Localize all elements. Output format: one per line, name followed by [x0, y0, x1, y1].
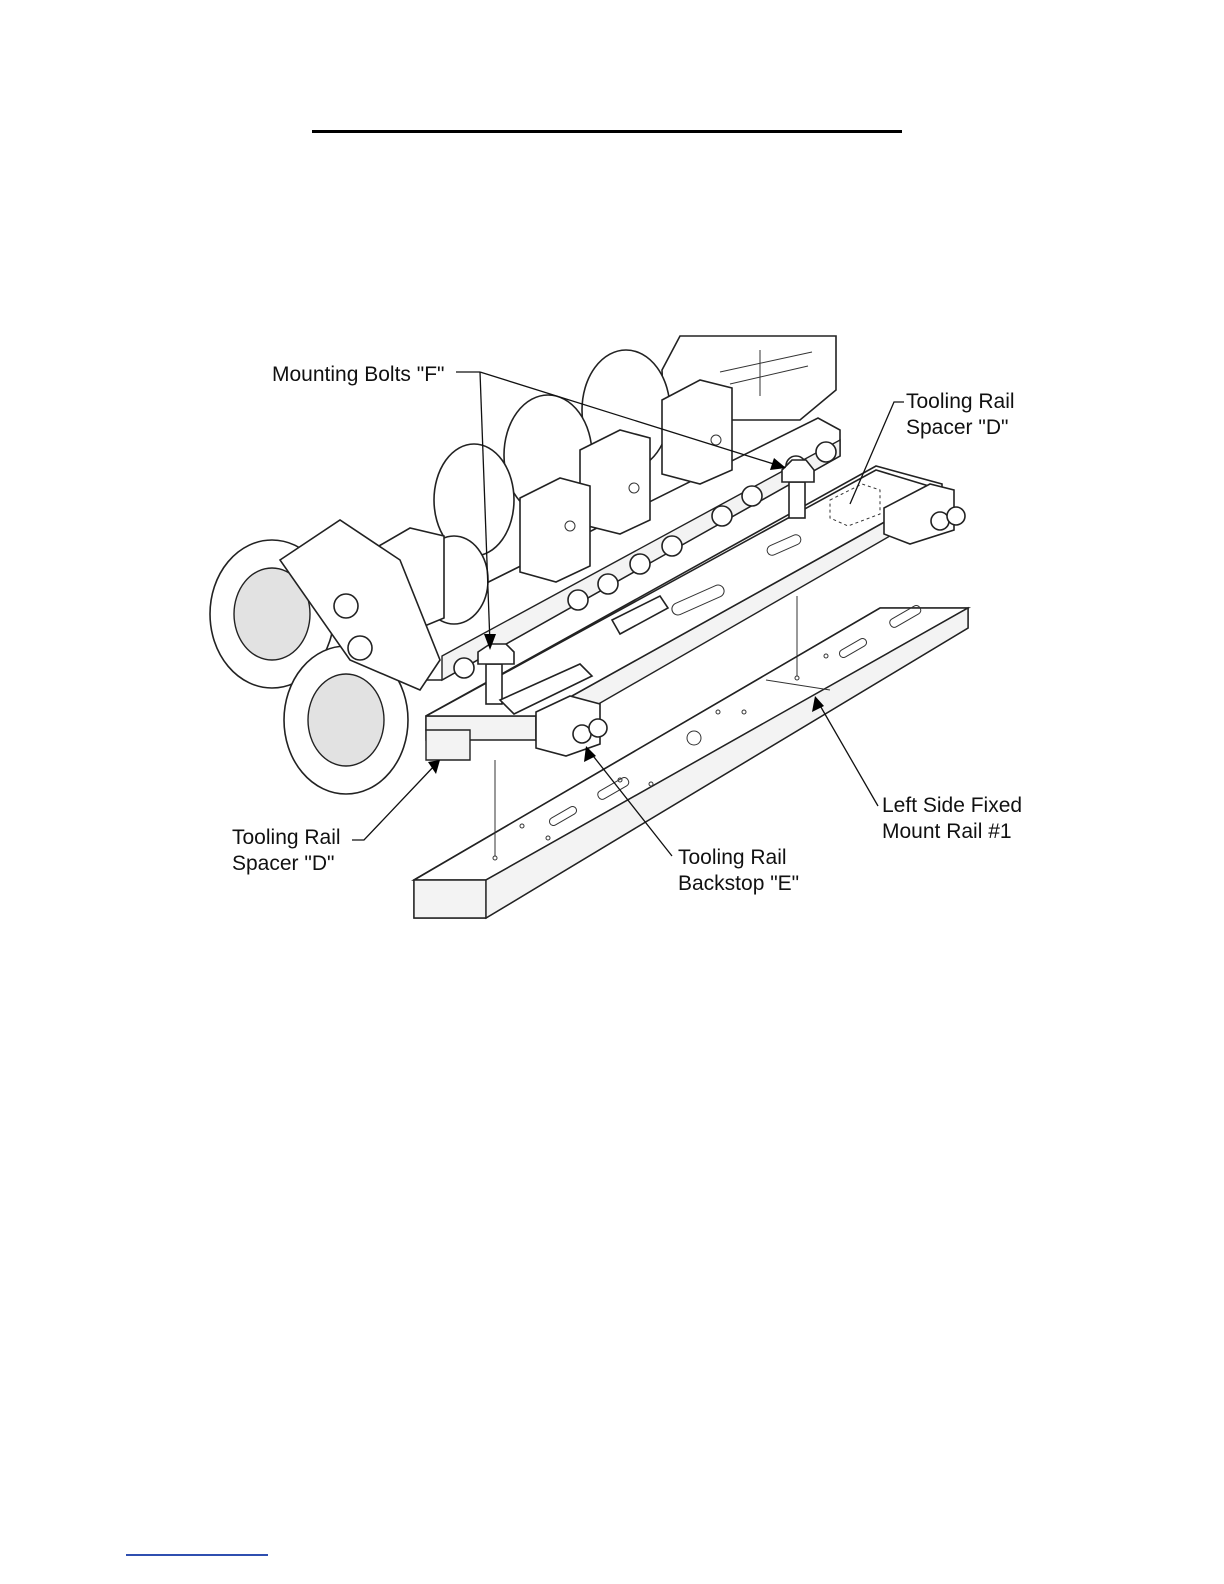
mounting-bolts-label: Mounting Bolts "F"	[272, 363, 445, 386]
spacer-left-label-line1: Tooling Rail	[232, 826, 341, 849]
fixed-rail-label-line1: Left Side Fixed	[882, 794, 1023, 817]
spacer-top-label-line2: Spacer "D"	[906, 416, 1009, 439]
footer-link-underline[interactable]	[126, 1554, 268, 1556]
tooling-rail-spacer-left	[426, 730, 470, 760]
spacer-top-label-line1: Tooling Rail	[906, 390, 1015, 413]
fixed-rail-label-line2: Mount Rail #1	[882, 820, 1012, 843]
backstop-label-line2: Backstop "E"	[678, 872, 800, 895]
spacer-left-label-line2: Spacer "D"	[232, 852, 335, 875]
backstop-label-line1: Tooling Rail	[678, 846, 787, 869]
